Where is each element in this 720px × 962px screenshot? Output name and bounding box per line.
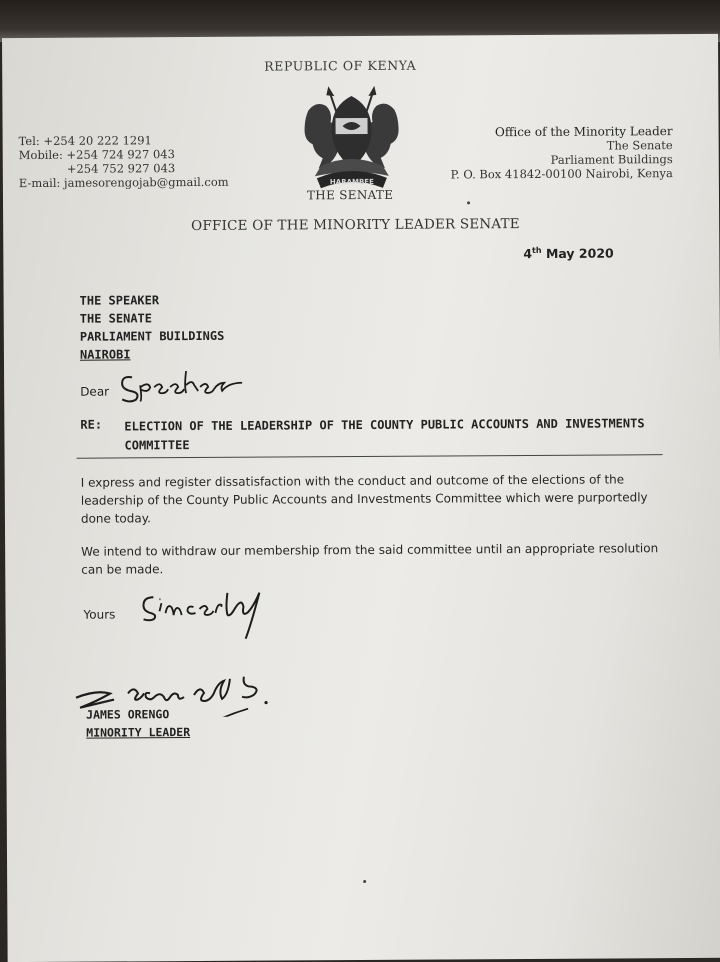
mobile-line-1: Mobile: +254 724 927 043 xyxy=(18,147,175,163)
letter-page xyxy=(2,34,720,962)
handwritten-speaker xyxy=(116,367,246,404)
signatory-name: JAMES ORENGO xyxy=(86,707,170,722)
svg-text:Sincerely: Sincerely xyxy=(139,589,145,591)
signatory-block xyxy=(86,705,190,742)
signatory-title: MINORITY LEADER xyxy=(86,725,191,740)
stray-dot-2 xyxy=(363,880,366,883)
email-line: E-mail: jamesorengojab@gmail.com xyxy=(18,174,229,191)
office-caps-heading: OFFICE OF THE MINORITY LEADER SENATE xyxy=(191,216,520,235)
addressee-block xyxy=(80,291,225,364)
mobile-line-2: +254 752 927 043 xyxy=(66,161,176,176)
stray-dot xyxy=(467,201,470,204)
svg-text:Speaker: Speaker xyxy=(116,367,121,369)
office-line-1: The Senate xyxy=(606,138,673,153)
addressee-line-1: THE SPEAKER xyxy=(79,293,160,308)
handwritten-sincerely xyxy=(139,589,269,646)
coat-of-arms-icon xyxy=(290,80,413,193)
addressee-line-2: THE SENATE xyxy=(79,311,153,326)
coat-motto: HARAMBEE xyxy=(329,177,374,187)
contact-block xyxy=(19,133,229,190)
addressee-line-3: PARLIAMENT BUILDINGS xyxy=(79,328,225,344)
body-paragraph-1: I express and register dissatisfaction with the conduct and outcome of the elections of the leadership of the County Public Accounts and Investments Committee which were purportedly done today. xyxy=(80,472,648,526)
subject-label: RE: xyxy=(80,417,103,432)
office-line-3: P. O. Box 41842-00100 Nairobi, Kenya xyxy=(450,166,673,182)
salutation-printed: Dear xyxy=(80,384,110,399)
closing-printed: Yours xyxy=(83,607,116,622)
letter-date: 4th May 2020 xyxy=(523,245,614,262)
senate-label: THE SENATE xyxy=(306,187,394,203)
office-line-2: Parliament Buildings xyxy=(550,152,673,167)
subject-text: ELECTION OF THE LEADERSHIP OF THE COUNTY PUBLIC ACCOUNTS AND INVESTMENTS COMMITTEE xyxy=(124,416,645,453)
body-paragraph-2: We intend to withdraw our membership from the said committee until an appropriate resolution can be made. xyxy=(81,541,659,577)
office-title: Office of the Minority Leader xyxy=(494,124,673,140)
addressee-line-4: NAIROBI xyxy=(79,347,131,362)
office-address-block xyxy=(450,124,673,181)
republic-heading: REPUBLIC OF KENYA xyxy=(264,57,417,74)
tel-line: Tel: +254 20 222 1291 xyxy=(18,133,152,149)
